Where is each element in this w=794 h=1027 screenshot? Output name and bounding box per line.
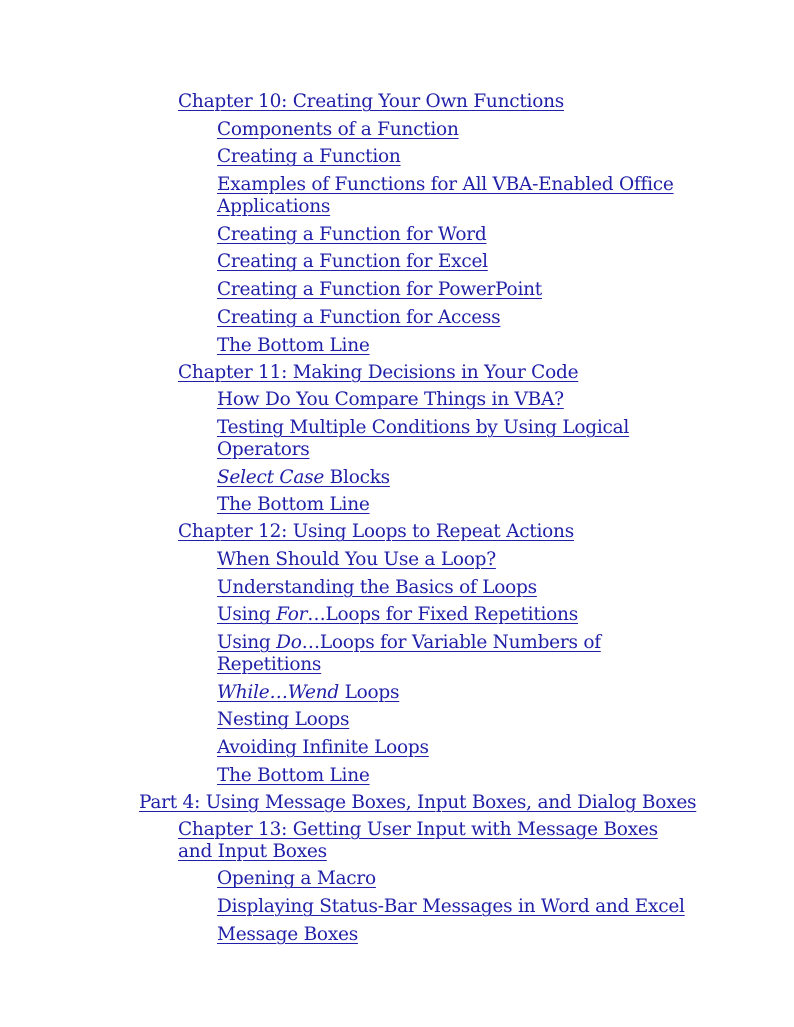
table-of-contents [0, 91, 794, 946]
toc-chapter-link[interactable]: Chapter 11: Making Decisions in Your Code [178, 361, 579, 383]
toc-section-link[interactable]: Creating a Function for Excel [217, 251, 488, 273]
toc-section-link[interactable]: When Should You Use a Loop? [217, 548, 496, 570]
toc-section-link[interactable]: Opening a Macro [217, 868, 376, 890]
toc-section-link[interactable]: Avoiding Infinite Loops [217, 737, 429, 759]
toc-section-link[interactable]: Components of a Function [217, 118, 459, 140]
toc-section-link[interactable]: The Bottom Line [217, 764, 370, 786]
toc-section-link[interactable]: Message Boxes [217, 923, 358, 945]
toc-section-link[interactable]: Select Case Blocks [217, 466, 390, 488]
toc-section-link[interactable]: Displaying Status-Bar Messages in Word and Excel [217, 896, 685, 918]
toc-section-link[interactable]: Testing Multiple Conditions by Using Logical Operators [217, 416, 630, 460]
toc-chapter-link[interactable]: Chapter 12: Using Loops to Repeat Actions [178, 521, 574, 543]
toc-section-link[interactable]: The Bottom Line [217, 334, 370, 356]
toc-section-link[interactable]: Using Do…Loops for Variable Numbers of Repetitions [217, 632, 601, 675]
toc-chapter-link[interactable]: Chapter 13: Getting User Input with Message Boxes and Input Boxes [178, 818, 658, 862]
toc-section-link[interactable]: Creating a Function [217, 146, 401, 168]
toc-section-link[interactable]: While…Wend Loops [217, 681, 400, 703]
toc-chapter-link[interactable]: Chapter 10: Creating Your Own Functions [178, 91, 565, 112]
toc-section-link[interactable]: Using For…Loops for Fixed Repetitions [217, 604, 578, 626]
toc-part-link[interactable]: Part 4: Using Message Boxes, Input Boxes, and Dialog Boxes [139, 791, 697, 813]
toc-section-link[interactable]: The Bottom Line [217, 494, 370, 516]
toc-section-link[interactable]: Understanding the Basics of Loops [217, 576, 537, 598]
toc-section-link[interactable]: Examples of Functions for All VBA-Enabled Office Applications [217, 174, 674, 218]
toc-section-link[interactable]: Creating a Function for PowerPoint [217, 279, 542, 301]
toc-section-link[interactable]: Creating a Function for Access [217, 306, 501, 328]
toc-section-link[interactable]: Creating a Function for Word [217, 223, 487, 245]
toc-section-link[interactable]: Nesting Loops [217, 709, 350, 731]
toc-section-link[interactable]: How Do You Compare Things in VBA? [217, 389, 564, 411]
